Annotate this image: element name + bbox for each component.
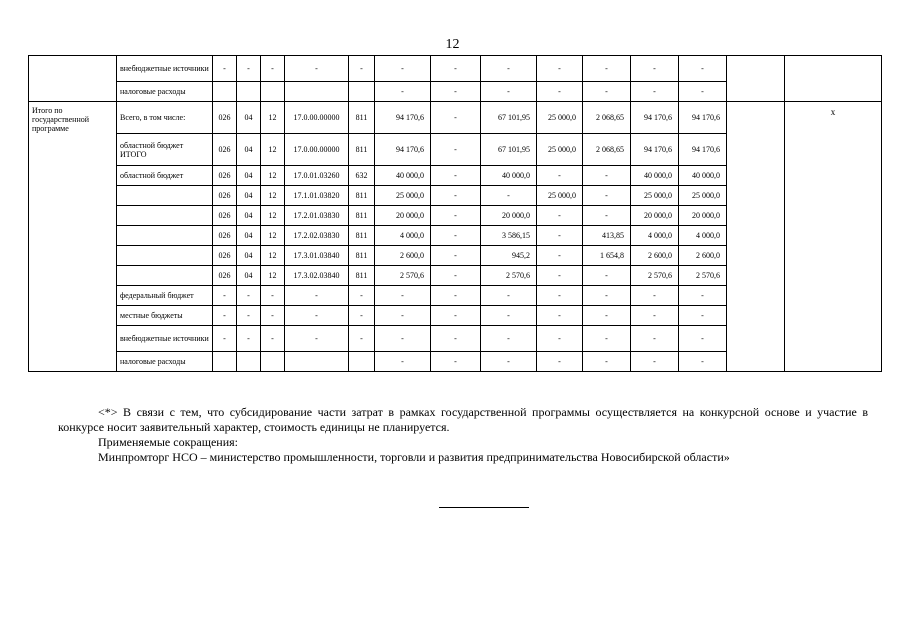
table-cell: 40 000,0 [631, 166, 679, 186]
table-cell: - [481, 326, 537, 352]
table-cell: - [631, 56, 679, 82]
empty-column [727, 56, 785, 102]
funding-source: областной бюджет [117, 166, 213, 186]
table-cell: - [375, 82, 431, 102]
table-cell: - [583, 306, 631, 326]
table-cell: - [537, 226, 583, 246]
funding-source: налоговые расходы [117, 352, 213, 372]
table-cell: 811 [349, 226, 375, 246]
funding-source [117, 246, 213, 266]
table-cell: 04 [237, 226, 261, 246]
table-cell: - [537, 266, 583, 286]
table-cell: - [537, 286, 583, 306]
table-cell: - [537, 306, 583, 326]
funding-source: федеральный бюджет [117, 286, 213, 306]
table-cell: 811 [349, 206, 375, 226]
table-cell: 2 600,0 [679, 246, 727, 266]
table-cell: 026 [213, 134, 237, 166]
table-cell: - [679, 352, 727, 372]
table-cell: 25 000,0 [631, 186, 679, 206]
table-cell: 2 600,0 [631, 246, 679, 266]
program-total-label [29, 102, 117, 372]
table-cell: 811 [349, 266, 375, 286]
table-cell: 811 [349, 134, 375, 166]
table-cell: - [285, 56, 349, 82]
table-cell: 25 000,0 [537, 134, 583, 166]
abbreviations-text: Минпромторг НСО – министерство промышленности, торговли и развития предпринимательства Новосибирской области» [98, 450, 730, 464]
table-cell: - [583, 166, 631, 186]
table-cell: 2 570,6 [631, 266, 679, 286]
table-cell: 04 [237, 102, 261, 134]
empty-column [727, 102, 785, 372]
table-cell: - [631, 82, 679, 102]
table-cell: 17.0.01.03260 [285, 166, 349, 186]
table-cell: - [261, 56, 285, 82]
table-cell: 4 000,0 [375, 226, 431, 246]
table-cell: - [285, 286, 349, 306]
funding-source: внебюджетные источники [117, 56, 213, 82]
table-cell: 811 [349, 186, 375, 206]
table-cell: 413,85 [583, 226, 631, 246]
table-cell: - [237, 326, 261, 352]
table-cell: 04 [237, 206, 261, 226]
table-cell: 40 000,0 [679, 166, 727, 186]
table-cell: - [537, 206, 583, 226]
table-cell: 94 170,6 [375, 102, 431, 134]
table-cell: 17.2.01.03830 [285, 206, 349, 226]
table-cell: 026 [213, 246, 237, 266]
table-cell: 04 [237, 266, 261, 286]
table-cell: 4 000,0 [679, 226, 727, 246]
table-cell: 4 000,0 [631, 226, 679, 246]
table-cell: 94 170,6 [631, 102, 679, 134]
table-cell: - [583, 266, 631, 286]
table-cell: - [583, 326, 631, 352]
table-cell: - [349, 286, 375, 306]
table-cell: 811 [349, 246, 375, 266]
funding-source: Всего, в том числе: [117, 102, 213, 134]
table-cell: - [583, 352, 631, 372]
table-cell: - [481, 352, 537, 372]
table-cell: 40 000,0 [481, 166, 537, 186]
table-cell: 026 [213, 102, 237, 134]
table-cell: - [679, 306, 727, 326]
table-cell: 17.1.01.03820 [285, 186, 349, 206]
table-cell: - [537, 56, 583, 82]
table-cell: - [431, 206, 481, 226]
table-cell: - [431, 134, 481, 166]
funding-source [117, 186, 213, 206]
table-cell: 026 [213, 266, 237, 286]
table-cell: 94 170,6 [679, 102, 727, 134]
table-cell: 20 000,0 [375, 206, 431, 226]
table-cell: 2 068,65 [583, 134, 631, 166]
table-cell: 3 586,15 [481, 226, 537, 246]
table-cell: 026 [213, 166, 237, 186]
table-cell: 94 170,6 [375, 134, 431, 166]
table-cell [237, 352, 261, 372]
table-cell: - [481, 306, 537, 326]
table-cell: 17.3.02.03840 [285, 266, 349, 286]
page-number: 12 [445, 37, 460, 52]
table-cell: - [431, 226, 481, 246]
x-mark: x [785, 102, 882, 372]
table-cell: 1 654,8 [583, 246, 631, 266]
table-cell: - [431, 186, 481, 206]
table-cell: - [431, 306, 481, 326]
table-cell: - [375, 306, 431, 326]
table-cell: 25 000,0 [679, 186, 727, 206]
table-cell: - [679, 56, 727, 82]
funding-source [117, 206, 213, 226]
table-cell: 2 600,0 [375, 246, 431, 266]
table-cell: 12 [261, 134, 285, 166]
table-cell: - [431, 326, 481, 352]
table-row [29, 102, 882, 134]
table-cell: - [481, 186, 537, 206]
table-cell: - [349, 326, 375, 352]
table-cell: 20 000,0 [631, 206, 679, 226]
table-cell: 2 570,6 [481, 266, 537, 286]
table-cell: 17.0.00.00000 [285, 134, 349, 166]
table-cell: - [537, 352, 583, 372]
program-name-empty [29, 56, 117, 102]
table-cell: 25 000,0 [537, 186, 583, 206]
table-cell: - [583, 286, 631, 306]
table-cell: - [431, 266, 481, 286]
table-cell: 04 [237, 166, 261, 186]
table-cell: - [537, 326, 583, 352]
table-cell: 20 000,0 [481, 206, 537, 226]
table-cell: - [537, 82, 583, 102]
table-cell: - [631, 286, 679, 306]
table-cell: 17.3.01.03840 [285, 246, 349, 266]
table-cell [261, 352, 285, 372]
table-cell [213, 82, 237, 102]
table-cell: - [261, 306, 285, 326]
table-cell: - [679, 82, 727, 102]
table-cell: - [631, 352, 679, 372]
table-cell: 12 [261, 166, 285, 186]
table-cell: 04 [237, 134, 261, 166]
table-row [29, 56, 882, 82]
table-cell: - [431, 286, 481, 306]
table-cell: 12 [261, 186, 285, 206]
funding-source [117, 226, 213, 246]
table-cell: - [583, 206, 631, 226]
table-cell: - [285, 326, 349, 352]
table-cell: 945,2 [481, 246, 537, 266]
table-cell: - [583, 56, 631, 82]
table-cell: - [537, 246, 583, 266]
footnote-text: <*> В связи с тем, что субсидирование части затрат в рамках государственной программы осуществляется на конкурсной основе и участие в конкурсе носит заявительный характер, стоимость единицы не планируется. [58, 405, 868, 434]
table-cell: 632 [349, 166, 375, 186]
table-cell: - [431, 56, 481, 82]
table-cell: - [375, 326, 431, 352]
funding-source [117, 266, 213, 286]
table-cell: - [375, 56, 431, 82]
table-cell: - [349, 56, 375, 82]
table-cell: - [261, 286, 285, 306]
table-cell: 25 000,0 [375, 186, 431, 206]
table-cell: 026 [213, 186, 237, 206]
funding-source: местные бюджеты [117, 306, 213, 326]
table-cell: 40 000,0 [375, 166, 431, 186]
table-cell: - [213, 306, 237, 326]
table-cell [261, 82, 285, 102]
table-cell: 2 570,6 [375, 266, 431, 286]
table-cell: - [481, 82, 537, 102]
table-cell: - [375, 286, 431, 306]
table-cell: - [375, 352, 431, 372]
table-cell: - [679, 326, 727, 352]
budget-table [28, 55, 882, 372]
table-cell: - [631, 326, 679, 352]
table-cell: 94 170,6 [679, 134, 727, 166]
program-total-text: Итого по государственной программе [32, 106, 90, 133]
table-cell: - [349, 306, 375, 326]
table-cell: - [261, 326, 285, 352]
notes [58, 405, 868, 465]
table-cell: 026 [213, 226, 237, 246]
table-cell: 12 [261, 206, 285, 226]
table-cell: 94 170,6 [631, 134, 679, 166]
abbreviations-title: Применяемые сокращения: [98, 435, 239, 449]
table-cell: - [237, 306, 261, 326]
table-cell: - [213, 326, 237, 352]
table-cell: 04 [237, 246, 261, 266]
table-cell: 20 000,0 [679, 206, 727, 226]
closing-rule [439, 507, 529, 508]
table-cell: 67 101,95 [481, 134, 537, 166]
table-cell [213, 352, 237, 372]
table-cell: - [481, 286, 537, 306]
table-cell: - [679, 286, 727, 306]
table-cell: - [431, 246, 481, 266]
funding-source: налоговые расходы [117, 82, 213, 102]
table-cell: 67 101,95 [481, 102, 537, 134]
table-cell: - [431, 102, 481, 134]
table-cell: - [213, 286, 237, 306]
table-cell: 026 [213, 206, 237, 226]
table-cell [349, 352, 375, 372]
table-cell: - [237, 286, 261, 306]
funding-source: внебюджетные источники [117, 326, 213, 352]
table-cell: - [237, 56, 261, 82]
table-cell: - [213, 56, 237, 82]
table-cell [285, 82, 349, 102]
table-cell: - [285, 306, 349, 326]
table-cell: 811 [349, 102, 375, 134]
table-cell [285, 352, 349, 372]
table-cell: - [481, 56, 537, 82]
table-cell: 17.2.02.03830 [285, 226, 349, 246]
table-cell: 04 [237, 186, 261, 206]
empty-column [785, 56, 882, 102]
table-cell: 25 000,0 [537, 102, 583, 134]
table-cell [349, 82, 375, 102]
table-cell: - [537, 166, 583, 186]
table-cell: 12 [261, 266, 285, 286]
table-cell: 12 [261, 246, 285, 266]
table-cell: - [431, 166, 481, 186]
table-cell: - [431, 82, 481, 102]
table-cell [237, 82, 261, 102]
table-cell: 12 [261, 102, 285, 134]
table-cell: 17.0.00.00000 [285, 102, 349, 134]
table-cell: - [583, 82, 631, 102]
table-cell: - [631, 306, 679, 326]
funding-source: областной бюджет ИТОГО [117, 134, 213, 166]
table-cell: 2 068,65 [583, 102, 631, 134]
table-cell: - [431, 352, 481, 372]
table-cell: 12 [261, 226, 285, 246]
table-cell: 2 570,6 [679, 266, 727, 286]
table-cell: - [583, 186, 631, 206]
